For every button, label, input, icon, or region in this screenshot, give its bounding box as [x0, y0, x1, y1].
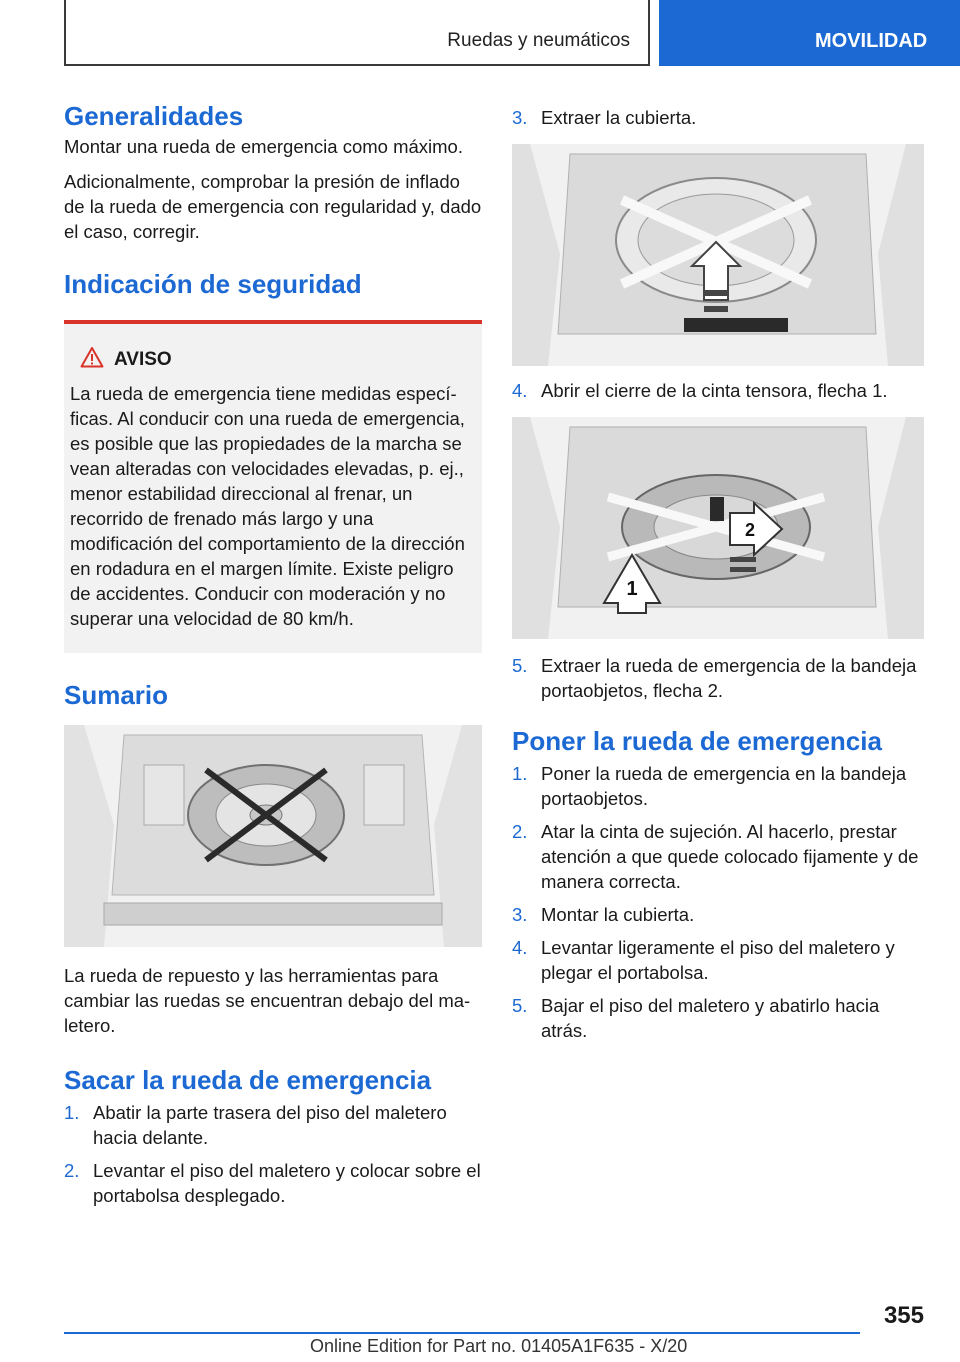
- edition-text: Online Edition for Part no. 01405A1F635 - X/20: [310, 1336, 688, 1356]
- list-item: [512, 761, 924, 811]
- step-number: 5.: [512, 655, 528, 676]
- step-number: 1.: [512, 763, 528, 784]
- footer-divider: [64, 1332, 860, 1334]
- arrow-1-label: 1: [626, 578, 638, 600]
- list-item: [512, 993, 924, 1043]
- cover-removal-figure: [512, 144, 924, 366]
- remove-steps-continued-3: [512, 653, 924, 703]
- warning-text: La rueda de emergencia tiene medidas específicas. Al conducir con una rueda de emergencia, es posible que las propiedades de la marcha se vean alteradas con velocidades elevadas, p. ej., menor estabilidad direccional al frenar, un recorrido de frenado más largo y una modificación del comportamiento de la dirección en rodadura en el margen límite. Existe peligro de accidentes. Conducir con moderación y no superar una velocidad de 80 km/h.: [70, 383, 465, 629]
- right-column: [512, 105, 924, 1043]
- warning-header: [80, 346, 474, 373]
- step-text: Atar la cinta de sujeción. Al hacerlo, prestar atención a que quede colocado fijamente y de manera correcta.: [541, 821, 919, 892]
- summary-text: La rueda de repuesto y las herramientas para cambiar las ruedas se encuentran debajo del maletero.: [64, 965, 471, 1036]
- heading-remove: Sacar la rueda de emergencia: [64, 1065, 432, 1095]
- step-number: 3.: [512, 107, 528, 128]
- remove-steps-continued-2: [512, 378, 924, 403]
- section-title: Ruedas y neumáticos: [447, 30, 630, 51]
- remove-steps-continued: [512, 105, 924, 130]
- arrow-2-label: 2: [744, 520, 756, 540]
- list-item: [512, 105, 924, 130]
- step-text: Levantar ligeramente el piso del maletero y plegar el portabolsa.: [541, 937, 895, 983]
- warning-triangle-icon: [80, 346, 104, 373]
- general-paragraph-2: Adicionalmente, comprobar la presión de inflado de la rueda de emergencia con regularidad y, dado el caso, corregir.: [64, 171, 482, 242]
- general-paragraph-1: Montar una rueda de emergencia como máximo.: [64, 136, 463, 157]
- step-text: Levantar el piso del maletero y colocar sobre el portabolsa desplegado.: [93, 1160, 481, 1206]
- page-header: [0, 0, 960, 66]
- heading-summary: Sumario: [64, 680, 169, 710]
- step-number: 1.: [64, 1102, 80, 1123]
- page-number: 355: [883, 1302, 924, 1329]
- section-tab: [64, 0, 650, 66]
- step-text: Montar la cubierta.: [541, 904, 695, 925]
- trunk-overview-figure: [64, 725, 482, 947]
- step-text: Poner la rueda de emergencia en la bandeja portaobjetos.: [541, 763, 907, 809]
- step-number: 3.: [512, 904, 528, 925]
- heading-safety: Indicación de seguridad: [64, 269, 362, 299]
- list-item: [512, 653, 924, 703]
- list-item: [512, 935, 924, 985]
- warning-box: [64, 320, 482, 653]
- list-item: [64, 1158, 482, 1208]
- strap-arrows-figure: [512, 417, 924, 639]
- step-number: 2.: [512, 821, 528, 842]
- step-text: Extraer la cubierta.: [541, 107, 697, 128]
- step-number: 2.: [64, 1160, 80, 1181]
- warning-title: AVISO: [114, 348, 172, 370]
- chapter-tab: [659, 0, 960, 66]
- heading-general: Generalidades: [64, 101, 244, 131]
- chapter-title: MOVILIDAD: [815, 30, 928, 52]
- heading-mount: Poner la rueda de emergencia: [512, 726, 882, 756]
- left-column: [64, 100, 482, 1208]
- step-text: Bajar el piso del maletero y abatirlo hacia atrás.: [541, 995, 880, 1041]
- list-item: [512, 819, 924, 894]
- step-number: 5.: [512, 995, 528, 1016]
- list-item: [512, 902, 924, 927]
- step-number: 4.: [512, 937, 528, 958]
- list-item: [512, 378, 924, 403]
- step-number: 4.: [512, 380, 528, 401]
- step-text: Extraer la rueda de emergencia de la bandeja portaobjetos, flecha 2.: [541, 655, 917, 701]
- list-item: [64, 1100, 482, 1150]
- step-text: Abatir la parte trasera del piso del maletero hacia delante.: [93, 1102, 447, 1148]
- remove-steps-list: [64, 1100, 482, 1208]
- step-text: Abrir el cierre de la cinta tensora, flecha 1.: [541, 380, 888, 401]
- mount-steps-list: [512, 761, 924, 1043]
